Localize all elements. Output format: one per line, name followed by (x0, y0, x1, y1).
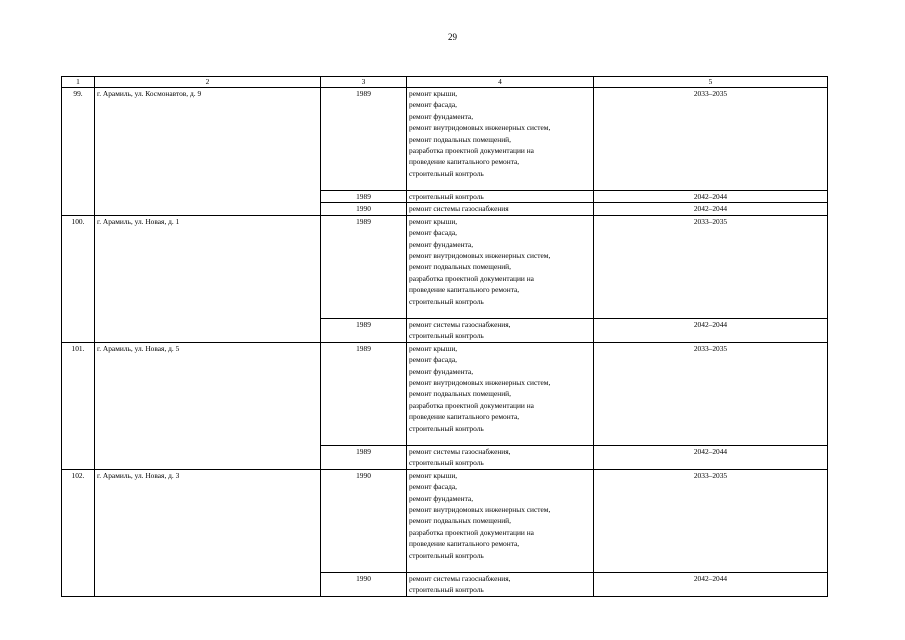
table-row (62, 215, 828, 318)
construction-year: 1989 (321, 318, 407, 342)
table-row (62, 342, 828, 445)
page-number: 29 (448, 32, 457, 42)
repair-work-item: разработка проектной документации на (409, 400, 534, 410)
repair-work-item: ремонт фасада, (409, 100, 457, 110)
repair-work-item: строительный контроль (409, 331, 484, 341)
construction-year: 1989 (321, 445, 407, 469)
construction-year: 1989 (321, 88, 407, 191)
repair-works (407, 445, 594, 469)
repair-work-item: ремонт внутридомовых инженерных систем, (409, 251, 551, 261)
repair-work-item: строительный контроль (409, 585, 484, 595)
repair-work-item: строительный контроль (409, 458, 484, 468)
repair-work-item: ремонт внутридомовых инженерных систем, (409, 378, 551, 388)
repair-works (407, 203, 594, 215)
entry-number: 99. (62, 88, 95, 216)
repair-work-item: проведение капитального ремонта, (409, 285, 520, 295)
repair-work-item: строительный контроль (409, 192, 484, 201)
entry-number: 101. (62, 342, 95, 469)
repair-work-item: ремонт крыши, (409, 216, 458, 226)
column-number: 3 (321, 77, 407, 88)
column-number: 5 (594, 77, 828, 88)
repair-work-item: ремонт фундамента, (409, 366, 474, 376)
entry-number: 100. (62, 215, 95, 342)
repair-work-item: строительный контроль (409, 550, 484, 560)
construction-year: 1989 (321, 191, 407, 203)
repair-work-item: ремонт подвальных помещений, (409, 516, 511, 526)
column-number: 4 (407, 77, 594, 88)
repair-work-item: ремонт внутридомовых инженерных систем, (409, 123, 551, 133)
repair-work-item: ремонт системы газоснабжения, (409, 573, 511, 583)
repair-period: 2033–2035 (594, 215, 828, 318)
repair-period: 2042–2044 (594, 203, 828, 215)
repair-work-item: разработка проектной документации на (409, 527, 534, 537)
repair-works (407, 572, 594, 596)
construction-year: 1989 (321, 215, 407, 318)
repair-work-item: ремонт фасада, (409, 482, 457, 492)
building-address: г. Арамиль, ул. Новая, д. 5 (95, 342, 321, 469)
repair-work-item: разработка проектной документации на (409, 146, 534, 156)
repair-work-item: проведение капитального ремонта, (409, 539, 520, 549)
repair-period: 2042–2044 (594, 318, 828, 342)
repair-work-item: ремонт системы газоснабжения, (409, 446, 511, 456)
repair-work-item: ремонт крыши, (409, 343, 458, 353)
repair-work-item: разработка проектной документации на (409, 273, 534, 283)
construction-year: 1989 (321, 342, 407, 445)
repair-work-item: проведение капитального ремонта, (409, 412, 520, 422)
construction-year: 1990 (321, 469, 407, 572)
table-row (62, 469, 828, 572)
construction-year: 1990 (321, 572, 407, 596)
repair-work-item: ремонт фасада, (409, 355, 457, 365)
repair-work-item: ремонт фундамента, (409, 239, 474, 249)
repair-works (407, 318, 594, 342)
building-address: г. Арамиль, ул. Новая, д. 3 (95, 469, 321, 596)
column-number: 2 (95, 77, 321, 88)
repair-work-item: строительный контроль (409, 296, 484, 306)
repair-schedule-table (61, 76, 828, 597)
repair-period: 2033–2035 (594, 88, 828, 191)
repair-work-item: ремонт крыши, (409, 89, 458, 98)
repair-work-item: ремонт фундамента, (409, 493, 474, 503)
building-address: г. Арамиль, ул. Космонавтов, д. 9 (95, 88, 321, 216)
repair-works (407, 215, 594, 318)
repair-work-item: ремонт фасада, (409, 228, 457, 238)
repair-work-item: ремонт крыши, (409, 470, 458, 480)
repair-works (407, 342, 594, 445)
repair-work-item: ремонт подвальных помещений, (409, 389, 511, 399)
repair-period: 2033–2035 (594, 469, 828, 572)
repair-work-item: ремонт подвальных помещений, (409, 262, 511, 272)
table-row (62, 88, 828, 191)
repair-work-item: ремонт системы газоснабжения, (409, 319, 511, 329)
repair-work-item: ремонт системы газоснабжения (409, 204, 509, 214)
repair-work-item: строительный контроль (409, 168, 484, 178)
column-number: 1 (62, 77, 95, 88)
repair-work-item: строительный контроль (409, 423, 484, 433)
repair-works (407, 469, 594, 572)
repair-period: 2033–2035 (594, 342, 828, 445)
construction-year: 1990 (321, 203, 407, 215)
repair-work-item: проведение капитального ремонта, (409, 157, 520, 167)
entry-number: 102. (62, 469, 95, 596)
repair-work-item: ремонт подвальных помещений, (409, 134, 511, 144)
repair-period: 2042–2044 (594, 191, 828, 203)
repair-work-item: ремонт внутридомовых инженерных систем, (409, 505, 551, 515)
repair-work-item: ремонт фундамента, (409, 111, 474, 121)
building-address: г. Арамиль, ул. Новая, д. 1 (95, 215, 321, 342)
column-number-row (62, 77, 828, 88)
repair-works (407, 191, 594, 203)
repair-period: 2042–2044 (594, 572, 828, 596)
repair-period: 2042–2044 (594, 445, 828, 469)
repair-works (407, 88, 594, 191)
